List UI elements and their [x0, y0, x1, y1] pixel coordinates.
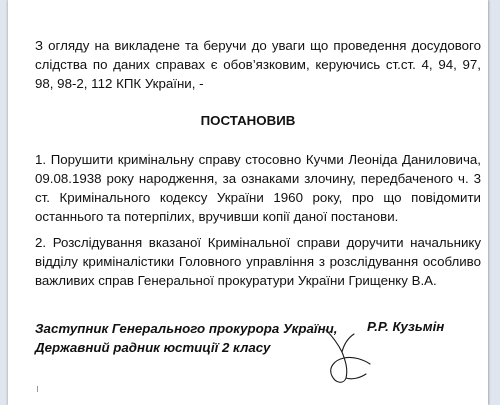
- signatory-name: Р.Р. Кузьмін: [367, 319, 445, 334]
- resolution-heading: ПОСТАНОВИВ: [200, 113, 296, 128]
- signatory-title-line1: Заступник Генерального прокурора України,: [35, 321, 338, 336]
- signatory-title: [35, 319, 337, 357]
- paragraph-item-1: 1. Порушити кримінальну справу стосовно Кучми Леоніда Даниловича, 09.08.1938 року народження, за ознаками злочину, передбаченого ч. 3 ст. Кримінального кодексу України 1960 року, про що повідомити останнього та потерпілих, вручивши копії даної постанови.: [35, 152, 481, 224]
- document-page: [8, 0, 488, 405]
- paragraph-item-2: 2. Розслідування вказаної Кримінальної справи доручити начальнику відділу криміналістики Головного управління з розслідування особливо важливих справ Генеральної прокуратури України Грищенку В.А.: [35, 235, 481, 288]
- page-mark: [37, 386, 38, 392]
- signatory-title-line2: Державний радник юстиції 2 класу: [35, 340, 271, 355]
- paragraph-intro: З огляду на викладене та беручи до уваги що проведення досудового слідства по даних справах є обов’язковим, керуючись ст.ст. 4, 94, 97, 98, 98-2, 112 КПК України, -: [35, 38, 481, 91]
